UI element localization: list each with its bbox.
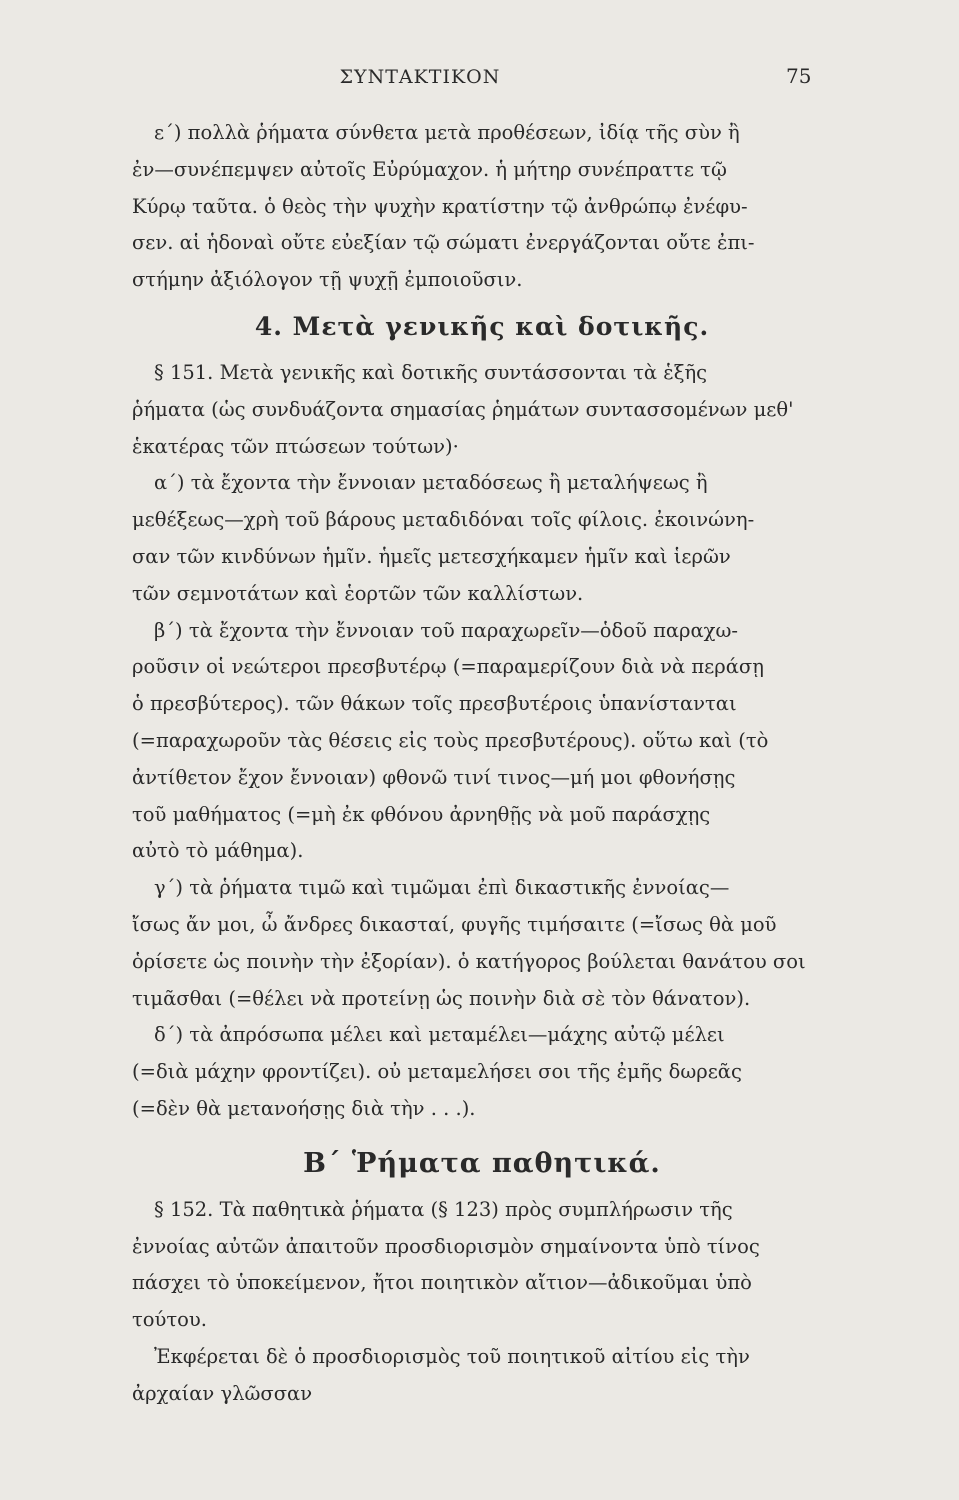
page-body — [132, 115, 832, 1413]
text-line: § 151. Μετὰ γενικῆς καὶ δοτικῆς συντάσσονται τὰ ἑξῆς — [154, 360, 708, 384]
text-line: γ΄) τὰ ῥήματα τιμῶ καὶ τιμῶμαι ἐπὶ δικαστικῆς ἐννοίας— — [154, 876, 730, 900]
text-line: ῥήματα (ὡς συνδυάζοντα σημασίας ῥημάτων συντασσομένων μεθ' — [132, 397, 794, 421]
section-heading: 4. Μετὰ γενικῆς καὶ δοτικῆς. — [254, 311, 710, 341]
text-line: α΄) τὰ ἔχοντα τὴν ἔννοιαν μεταδόσεως ἢ μεταλήψεως ἢ — [154, 471, 708, 495]
text-line: ἴσως ἄν μοι, ὦ ἄνδρες δικασταί, φυγῆς τιμήσαιτε (=ἴσως θὰ μοῦ — [132, 912, 777, 936]
text-line: τούτου. — [132, 1308, 207, 1332]
page-number: 75 — [786, 64, 812, 88]
text-line: στήμην ἀξιόλογον τῇ ψυχῇ ἐμποιοῦσιν. — [132, 268, 523, 292]
text-line: ἀντίθετον ἔχον ἔννοιαν) φθονῶ τινί τινος—μή μοι φθονήσῃς — [132, 765, 736, 789]
text-line: δ΄) τὰ ἀπρόσωπα μέλει καὶ μεταμέλει—μάχης αὐτῷ μέλει — [154, 1023, 725, 1047]
text-line: § 152. Τὰ παθητικὰ ῥήματα (§ 123) πρὸς συμπλήρωσιν τῆς — [154, 1197, 733, 1221]
text-line: τιμᾶσθαι (=θέλει νὰ προτείνῃ ὡς ποινὴν διὰ σὲ τὸν θάνατον). — [132, 986, 751, 1010]
text-line: (=παραχωροῦν τὰς θέσεις εἰς τοὺς πρεσβυτέρους). οὕτω καὶ (τὸ — [132, 728, 769, 752]
text-line: ἐν—συνέπεμψεν αὐτοῖς Εὐρύμαχον. ἡ μήτηρ συνέπραττε τῷ — [132, 157, 727, 181]
text-line: ἀρχαίαν γλῶσσαν — [132, 1381, 313, 1405]
text-line: πάσχει τὸ ὑποκείμενον, ἤτοι ποιητικὸν αἴτιον—ἀδικοῦμαι ὑπὸ — [132, 1271, 752, 1295]
text-line: Ἐκφέρεται δὲ ὁ προσδιορισμὸς τοῦ ποιητικοῦ αἰτίου εἰς τὴν — [154, 1344, 750, 1368]
text-line: (=δὲν θὰ μετανοήσῃς διὰ τὴν . . .). — [132, 1096, 476, 1120]
text-line: ὁ πρεσβύτερος). τῶν θάκων τοῖς πρεσβυτέροις ὑπανίστανται — [132, 692, 737, 716]
text-line: β΄) τὰ ἔχοντα τὴν ἔννοιαν τοῦ παραχωρεῖν—ὁδοῦ παραχω- — [154, 618, 738, 642]
page-header — [0, 64, 959, 94]
text-line: (=διὰ μάχην φροντίζει). οὐ μεταμελήσει σοι τῆς ἐμῆς δωρεᾶς — [132, 1060, 742, 1084]
text-line: αὐτὸ τὸ μάθημα). — [132, 839, 304, 863]
text-line: ἐννοίας αὐτῶν ἀπαιτοῦν προσδιορισμὸν σημαίνοντα ὑπὸ τίνος — [132, 1234, 760, 1258]
text-line: σαν τῶν κινδύνων ἡμῖν. ἡμεῖς μετεσχήκαμεν ἡμῖν καὶ ἱερῶν — [132, 544, 731, 568]
text-line: ἑκατέρας τῶν πτώσεων τούτων)· — [132, 434, 459, 458]
text-line: Κύρῳ ταῦτα. ὁ θεὸς τὴν ψυχὴν κρατίστην τῷ ἀνθρώπῳ ἐνέφυ- — [132, 194, 748, 218]
section-heading: Β΄ Ῥήματα παθητικά. — [303, 1147, 661, 1179]
text-line: τῶν σεμνοτάτων καὶ ἑορτῶν τῶν καλλίστων. — [132, 581, 584, 605]
text-line: ε΄) πολλὰ ῥήματα σύνθετα μετὰ προθέσεων, ἰδίᾳ τῆς σὺν ἢ — [154, 121, 740, 144]
text-line: μεθέξεως—χρὴ τοῦ βάρους μεταδιδόναι τοῖς φίλοις. ἐκοινώνη- — [132, 508, 755, 532]
text-line: τοῦ μαθήματος (=μὴ ἐκ φθόνου ἀρνηθῇς νὰ μοῦ παράσχῃς — [132, 802, 711, 826]
text-line: ὁρίσετε ὡς ποινὴν τὴν ἐξορίαν). ὁ κατήγορος βούλεται θανάτου σοι — [132, 949, 806, 973]
text-line: σεν. αἱ ἡδοναὶ οὔτε εὐεξίαν τῷ σώματι ἐνεργάζονται οὔτε ἐπι- — [132, 231, 755, 255]
text-line: ροῦσιν οἱ νεώτεροι πρεσβυτέρῳ (=παραμερίζουν διὰ νὰ περάσῃ — [132, 655, 764, 679]
running-title: ΣΥΝΤΑΚΤΙΚΟΝ — [339, 66, 501, 88]
